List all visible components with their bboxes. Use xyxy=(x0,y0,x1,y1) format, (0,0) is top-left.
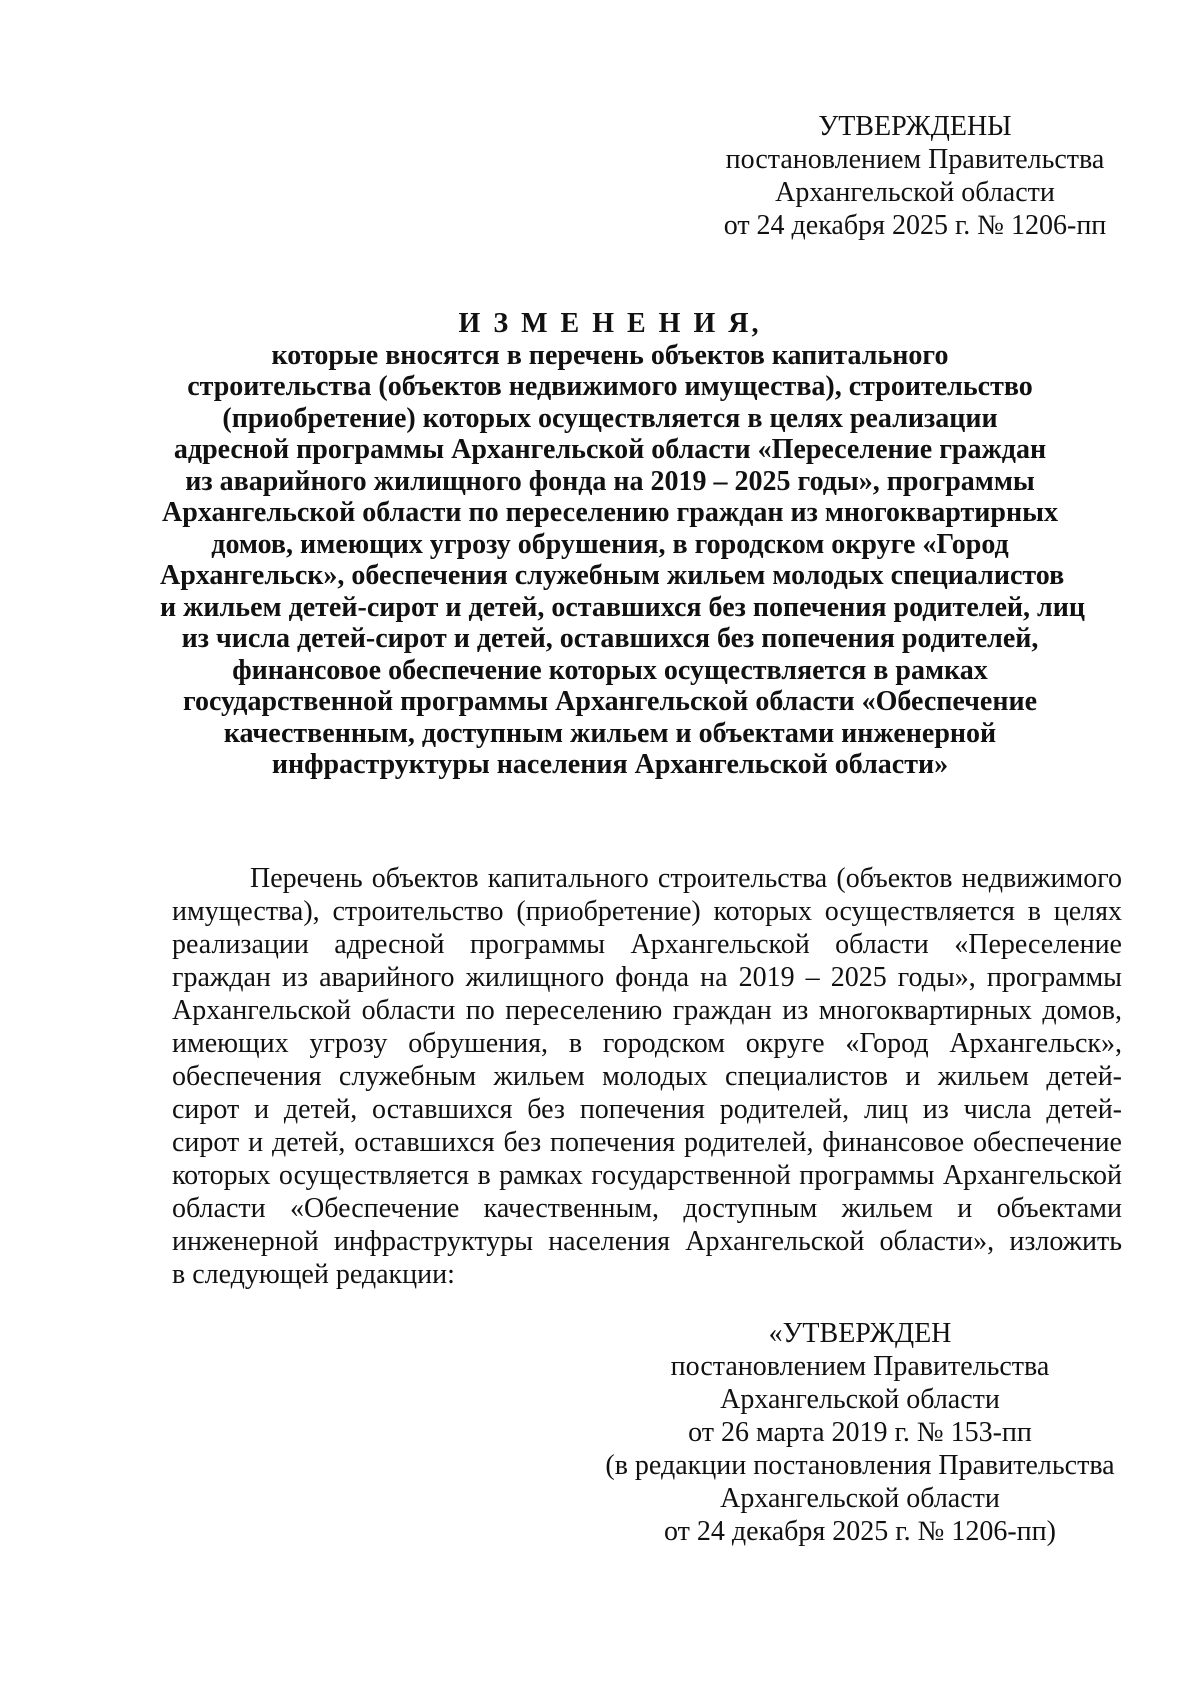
body-line: инженерной инфраструктуры населения Архангельской области», изложить xyxy=(172,1226,1122,1257)
body-line: Перечень объектов капитального строительства (объектов недвижимого xyxy=(250,863,1122,894)
approval-header-line: от 24 декабря 2025 г. № 1206-пп xyxy=(723,210,1107,241)
title-line: качественным, доступным жильем и объектами инженерной xyxy=(223,717,997,749)
title-line: домов, имеющих угрозу обрушения, в городском округе «Город xyxy=(211,528,1009,560)
body-line: которых осуществляется в рамках государственной программы Архангельской xyxy=(172,1160,1122,1191)
approval-footer-line: от 26 марта 2019 г. № 153-пп xyxy=(688,1417,1032,1448)
title-line: адресной программы Архангельской области «Переселение граждан xyxy=(173,434,1047,465)
approval-footer-line: (в редакции постановления Правительства xyxy=(605,1450,1115,1481)
body-line: обеспечения служебным жильем молодых специалистов и жильем детей- xyxy=(172,1061,1122,1092)
title-line: (приобретение) которых осуществляется в целях реализации xyxy=(222,402,998,434)
body-line: реализации адресной программы Архангельской области «Переселение xyxy=(172,929,1122,960)
title-line: Архангельск», обеспечения служебным жильем молодых специалистов xyxy=(160,560,1065,591)
title-line: из аварийного жилищного фонда на 2019 – 2025 годы», программы xyxy=(185,465,1035,497)
approval-stamp-footer xyxy=(560,1317,1160,1548)
title-line: инфраструктуры населения Архангельской области» xyxy=(271,749,949,780)
approval-footer-line: Архангельской области xyxy=(720,1483,1000,1514)
title-heading: И З М Е Н Е Н И Я, xyxy=(458,308,762,339)
title-line: государственной программы Архангельской области «Обеспечение xyxy=(182,686,1038,717)
title-line: Архангельской области по переселению граждан из многоквартирных xyxy=(162,497,1058,528)
approval-footer-line: от 24 декабря 2025 г. № 1206-пп) xyxy=(664,1516,1056,1547)
body-line: имущества), строительство (приобретение) которых осуществляется в целях xyxy=(172,896,1122,927)
approval-header-line: постановлением Правительства xyxy=(725,144,1105,175)
body-line: в следующей редакции: xyxy=(172,1259,455,1290)
body-line: имеющих угрозу обрушения, в городском округе «Город Архангельск», xyxy=(172,1028,1122,1059)
title-line: строительства (объектов недвижимого имущества), строительство xyxy=(187,371,1033,402)
title-line: финансовое обеспечение которых осуществляется в рамках xyxy=(232,654,988,686)
body-line: граждан из аварийного жилищного фонда на 2019 – 2025 годы», программы xyxy=(172,962,1122,993)
body-paragraph xyxy=(172,862,1122,1291)
approval-header-line: Архангельской области xyxy=(775,177,1055,208)
title-line: которые вносятся в перечень объектов капитального xyxy=(271,339,949,371)
title-line: и жильем детей-сирот и детей, оставшихся без попечения родителей, лиц xyxy=(160,591,1085,623)
approval-stamp-header xyxy=(690,110,1140,242)
approval-footer-line: постановлением Правительства xyxy=(670,1351,1050,1382)
body-line: области «Обеспечение качественным, доступным жильем и объектами xyxy=(172,1193,1122,1224)
title-line: из числа детей-сирот и детей, оставшихся без попечения родителей, xyxy=(181,623,1039,654)
approval-footer-line: Архангельской области xyxy=(720,1384,1000,1415)
body-line: сирот и детей, оставшихся без попечения родителей, лиц из числа детей- xyxy=(172,1094,1122,1125)
approval-footer-line: «УТВЕРЖДЕН xyxy=(768,1318,952,1349)
body-line: Архангельской области по переселению граждан из многоквартирных домов, xyxy=(172,995,1122,1026)
body-line: сирот и детей, оставшихся без попечения родителей, финансовое обеспечение xyxy=(172,1127,1122,1158)
document-title xyxy=(160,308,1085,781)
approval-header-line: УТВЕРЖДЕНЫ xyxy=(818,111,1012,142)
